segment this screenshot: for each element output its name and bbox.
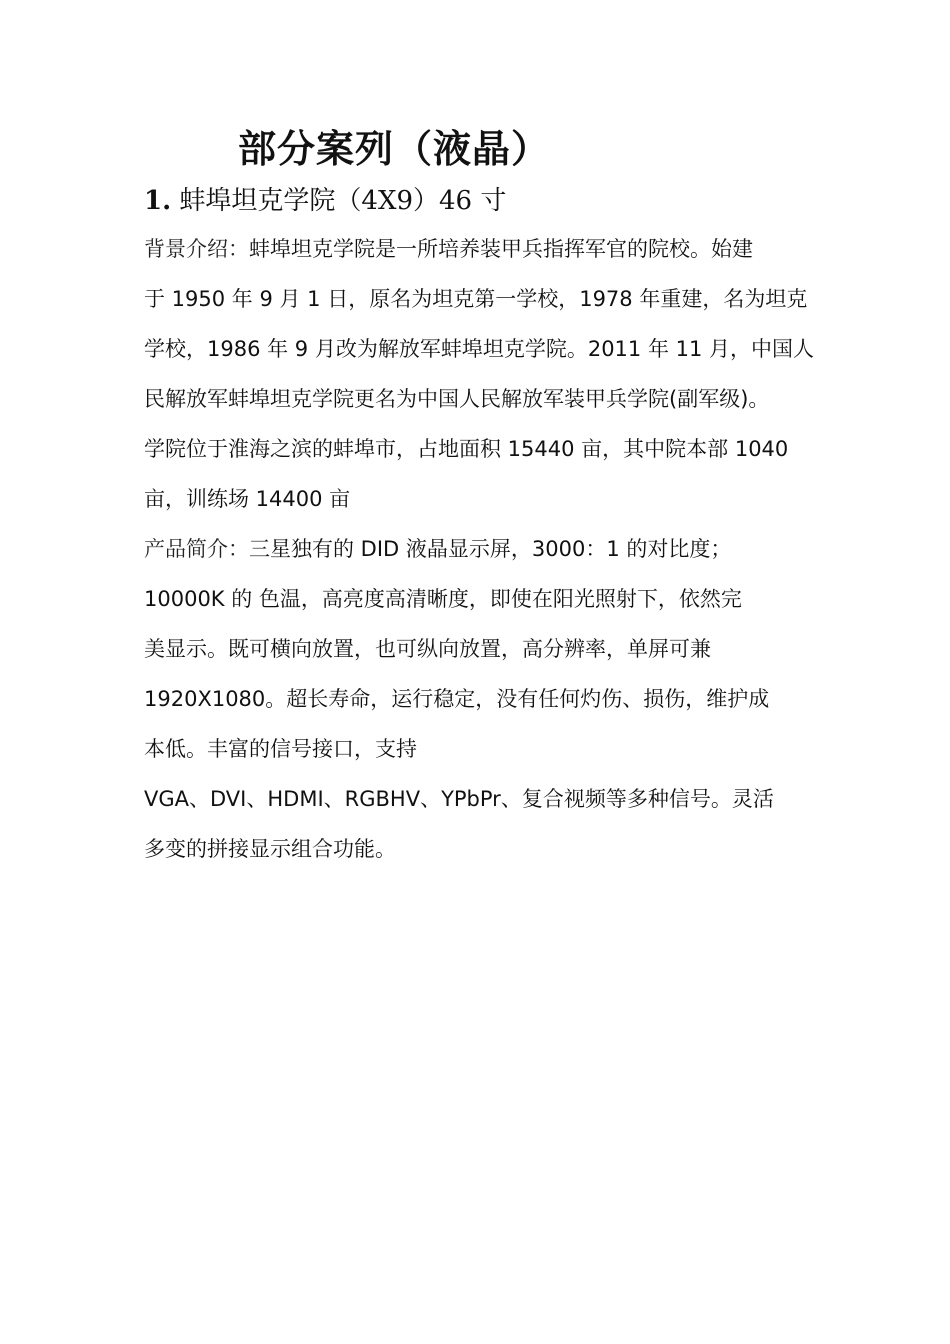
product-line-2: 10000K 的 色温，高亮度高清晰度，即使在阳光照射下，依然完 xyxy=(144,587,742,611)
background-line-5: 学院位于淮海之滨的蚌埠市，占地面积 15440 亩，其中院本部 1040 xyxy=(144,437,789,461)
product-line-1 xyxy=(144,524,810,574)
case-heading xyxy=(144,180,506,217)
product-line-6: VGA、DVI、HDMI、RGBHV、YPbPr、复合视频等多种信号。灵活 xyxy=(144,787,774,811)
case-number: 1. xyxy=(144,186,172,216)
product-line-4: 1920X1080。超长寿命，运行稳定，没有任何灼伤、损伤，维护成 xyxy=(144,687,770,711)
page-title: 部分案列（液晶） xyxy=(238,127,551,171)
background-line-6: 亩，训练场 14400 亩 xyxy=(144,487,351,511)
background-label: 背景介绍： xyxy=(144,237,249,261)
product-text: 三星独有的 DID 液晶显示屏，3000：1 的对比度； xyxy=(249,537,732,561)
background-text: 蚌埠坦克学院是一所培养装甲兵指挥军官的院校。始建 xyxy=(249,237,753,261)
background-line-2: 于 1950 年 9 月 1 日，原名为坦克第一学校，1978 年重建，名为坦克 xyxy=(144,287,808,311)
case-name: 蚌埠坦克学院（4X9）46 寸 xyxy=(171,186,507,216)
product-line-3: 美显示。既可横向放置，也可纵向放置，高分辨率，单屏可兼 xyxy=(144,637,711,661)
product-label: 产品简介： xyxy=(144,537,249,561)
background-line-3: 学校，1986 年 9 月改为解放军蚌埠坦克学院。2011 年 11 月，中国人 xyxy=(144,337,815,361)
product-line-7: 多变的拼接显示组合功能。 xyxy=(144,837,396,861)
document-body xyxy=(144,224,815,874)
background-line-4: 民解放军蚌埠坦克学院更名为中国人民解放军装甲兵学院(副军级)。 xyxy=(144,387,770,411)
background-line-1 xyxy=(144,224,810,274)
product-line-5: 本低。丰富的信号接口，支持 xyxy=(144,737,417,761)
